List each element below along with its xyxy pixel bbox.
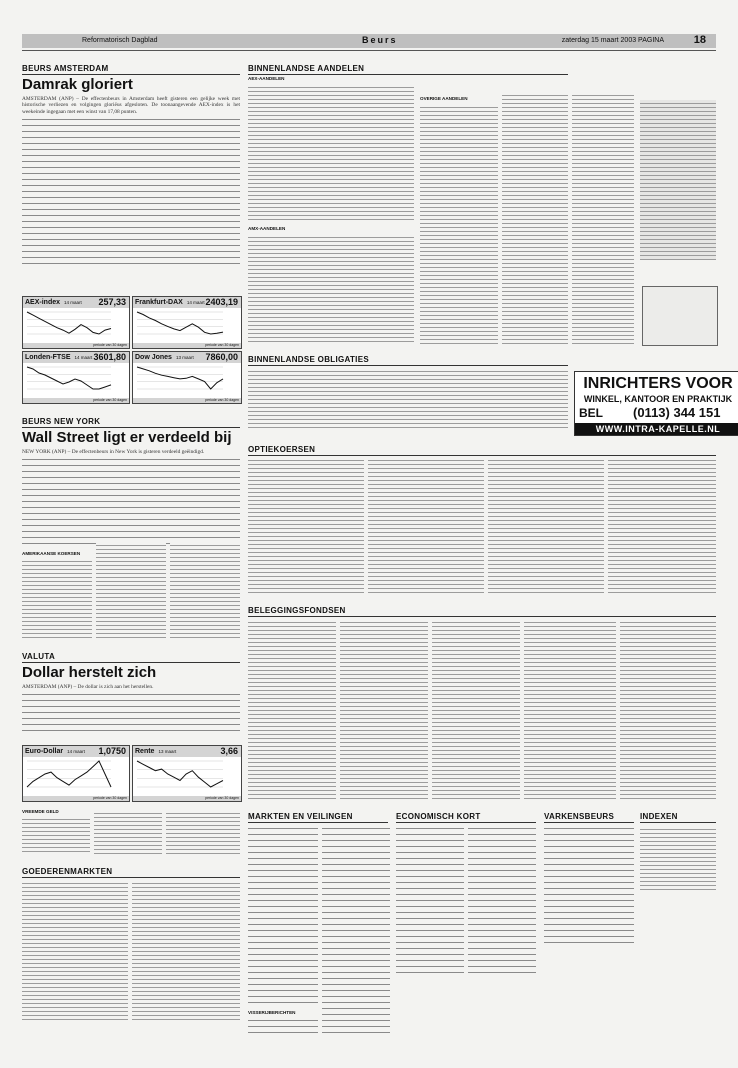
vreemde-geld-label: VREEMDE GELD xyxy=(22,809,59,814)
chart-eurodollar-title: Euro-Dollar xyxy=(25,748,64,755)
overige-aandelen-label: OVERIGE AANDELEN xyxy=(420,96,468,101)
chart-ftse-footer: periode van 30 dagen xyxy=(23,398,129,403)
chart-ftse-title: Londen-FTSE xyxy=(25,354,71,361)
economisch-text-1 xyxy=(396,826,464,976)
chart-rente-date: 13 maart xyxy=(158,749,177,754)
beurs-amsterdam-article-text xyxy=(22,117,240,269)
chart-dowjones-value: 7860,00 xyxy=(205,352,238,362)
optiekoersen-table-1 xyxy=(248,457,364,595)
varkensbeurs-label: VARKENSBEURS xyxy=(544,812,634,823)
adviezen-box xyxy=(642,286,718,346)
ad-headline: INRICHTERS VOOR xyxy=(583,375,733,392)
chart-dax-plot xyxy=(133,309,241,342)
varkensbeurs-text xyxy=(544,826,634,944)
fondsen-table-3 xyxy=(432,619,520,799)
chart-series-line xyxy=(27,312,111,334)
aex-aandelen-table xyxy=(248,84,414,222)
optiekoersen-table-3 xyxy=(488,457,604,595)
header-paper-name: Reformatorisch Dagblad xyxy=(82,37,158,44)
economisch-kort-label: ECONOMISCH KORT xyxy=(396,812,536,823)
chart-series-line xyxy=(137,367,223,389)
markten-text-2 xyxy=(322,826,390,1038)
chart-series-line xyxy=(137,312,223,334)
ad-tel-label: BEL xyxy=(579,406,603,420)
header-section: Beurs xyxy=(362,35,398,45)
amx-aandelen-label: AMX-AANDELEN xyxy=(248,226,286,231)
optiekoersen-table-2 xyxy=(368,457,484,595)
beleggingsfondsen-label: BELEGGINGSFONDSEN xyxy=(248,606,716,617)
optiekoersen-table-4 xyxy=(608,457,716,595)
koersen-label: AMERIKAANSE KOERSEN xyxy=(22,551,81,556)
chart-eurodollar xyxy=(22,745,130,802)
chart-dowjones-title: Dow Jones xyxy=(135,354,172,361)
header-divider xyxy=(22,50,716,51)
beurs-newyork-headline: Wall Street ligt er verdeeld bij xyxy=(22,429,232,446)
beurs-newyork-lead: NEW YORK (ANP) – De effectenbeurs in New York is gisteren verdeeld geëindigd. xyxy=(22,449,205,455)
aex-aandelen-label: AEX-AANDELEN xyxy=(248,76,285,81)
overige-aandelen-table-3 xyxy=(572,92,634,344)
aandelen-label: BINNENLANDSE AANDELEN xyxy=(248,64,568,75)
chart-ftse-date: 14 maart xyxy=(74,355,93,360)
chart-aex-title: AEX-index xyxy=(25,299,61,306)
ad-url: WWW.INTRA-KAPELLE.NL xyxy=(575,423,738,435)
fondsen-table-4 xyxy=(524,619,616,799)
chart-aex-footer: periode van 30 dagen xyxy=(23,343,129,348)
visserij-text xyxy=(248,1018,318,1038)
chart-eurodollar-date: 14 maart xyxy=(67,749,85,754)
visserij-label: VISSERIJBERICHTEN xyxy=(248,1010,296,1015)
chart-rente-value: 3,66 xyxy=(220,746,238,756)
chart-aex-plot xyxy=(23,309,129,342)
optiekoersen-label: OPTIEKOERSEN xyxy=(248,445,716,456)
overige-aandelen-table-1 xyxy=(420,104,498,344)
valuta-headline: Dollar herstelt zich xyxy=(22,664,157,681)
beurs-amsterdam-headline: Damrak gloriert xyxy=(22,76,133,93)
chart-aex-date: 14 maart xyxy=(64,300,82,305)
chart-aex xyxy=(22,296,130,349)
fondsen-table-1 xyxy=(248,619,336,799)
chart-rente xyxy=(132,745,242,802)
page-header xyxy=(22,34,716,48)
chart-dowjones-plot xyxy=(133,364,241,397)
chart-eurodollar-value: 1,0750 xyxy=(98,746,126,756)
chart-series-line xyxy=(137,761,223,787)
header-date: zaterdag 15 maart 2003 PAGINA xyxy=(561,37,664,44)
amx-aandelen-table xyxy=(248,234,414,342)
chart-aex-value: 257,33 xyxy=(98,297,126,307)
left-column xyxy=(22,64,240,269)
goederen-label: GOEDERENMARKTEN xyxy=(22,867,240,878)
vreemde-geld-table-2 xyxy=(94,810,162,854)
obligaties-label: BINNENLANDSE OBLIGATIES xyxy=(248,355,568,366)
chart-dowjones xyxy=(132,351,242,404)
markten-label: MARKTEN EN VEILINGEN xyxy=(248,812,388,823)
goederen-table-2 xyxy=(132,880,240,1020)
chart-rente-footer: periode van 30 dagen xyxy=(133,796,241,801)
indexen-label: INDEXEN xyxy=(640,812,716,823)
chart-ftse xyxy=(22,351,130,404)
indexen-table xyxy=(640,826,716,890)
koersen-table-2 xyxy=(96,542,166,638)
header-page-number: 18 xyxy=(693,34,706,46)
chart-dax-value: 2403,19 xyxy=(205,297,238,307)
fondsen-table-5 xyxy=(620,619,716,799)
economisch-text-2 xyxy=(468,826,536,976)
koersen-table-3 xyxy=(170,542,240,638)
beurs-newyork-article-text xyxy=(22,457,240,549)
ad-subline: WINKEL, KANTOOR EN PRAKTIJK xyxy=(583,394,733,404)
beurs-amsterdam-label: BEURS AMSTERDAM xyxy=(22,64,240,75)
chart-dax-title: Frankfurt-DAX xyxy=(135,299,183,306)
valuta-article xyxy=(22,652,240,736)
koersen-table-1 xyxy=(22,558,92,638)
vreemde-geld-table-1 xyxy=(22,816,90,854)
vreemde-geld-table-3 xyxy=(166,810,240,854)
markten-text-1 xyxy=(248,826,318,1006)
ad-phone: (0113) 344 151 xyxy=(633,405,721,420)
chart-eurodollar-footer: periode van 30 dagen xyxy=(23,796,129,801)
chart-dowjones-footer: periode van 30 dagen xyxy=(133,398,241,403)
chart-rente-title: Rente xyxy=(135,748,155,755)
chart-series-line xyxy=(27,367,111,389)
chart-dax-date: 14 maart xyxy=(186,300,205,305)
chart-ftse-plot xyxy=(23,364,129,397)
beurs-newyork-label: BEURS NEW YORK xyxy=(22,417,240,428)
goederen-table-1 xyxy=(22,880,128,1020)
chart-dax xyxy=(132,296,242,349)
chart-dowjones-date: 13 maart xyxy=(175,355,194,360)
advertisement-intra xyxy=(574,371,738,436)
chart-ftse-value: 3601,80 xyxy=(93,352,126,362)
indices-sidebar-table xyxy=(640,100,716,260)
fondsen-table-2 xyxy=(340,619,428,799)
chart-series-line xyxy=(27,761,111,787)
valuta-article-text xyxy=(22,692,240,736)
valuta-label: VALUTA xyxy=(22,652,240,663)
beurs-amsterdam-lead: AMSTERDAM (ANP) – De effectenbeurs in Amsterdam heeft gisteren een gelijke week met historische verliezen en volgingen gloriëus afgesloten. De toonaangevende AEX-index is het weekeinde ingegaan met een winst van 17,08 punten. xyxy=(22,96,240,115)
chart-rente-plot xyxy=(133,758,241,795)
ny-article xyxy=(22,417,240,549)
obligaties-table xyxy=(248,368,568,430)
chart-eurodollar-plot xyxy=(23,758,129,795)
valuta-lead: AMSTERDAM (ANP) – De dollar is zich aan het herstellen. xyxy=(22,684,154,690)
chart-dax-footer: periode van 30 dagen xyxy=(133,343,241,348)
overige-aandelen-table-2 xyxy=(502,92,568,344)
